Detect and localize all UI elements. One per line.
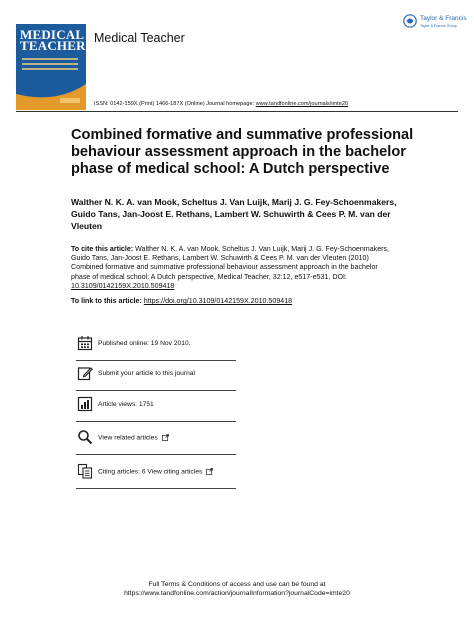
issn-line [94, 101, 348, 107]
row-divider [76, 488, 236, 489]
terms-text: Full Terms & Conditions of access and use can be found at [148, 581, 326, 588]
submit-article-link[interactable] [76, 363, 236, 391]
terms-link[interactable]: https://www.tandfonline.com/action/journalInformation?journalCode=imte20 [124, 590, 350, 597]
cover-decoration [22, 58, 78, 73]
edit-icon [77, 365, 93, 381]
submit-article-label[interactable]: Submit your article to this journal [98, 370, 196, 377]
citing-articles-icon [77, 463, 93, 479]
doi-link[interactable]: 10.3109/0142159X.2010.509418 [71, 281, 175, 290]
cover-title: MEDICAL TEACHER [20, 27, 86, 53]
related-articles-label[interactable]: View related articles [98, 434, 169, 441]
external-link-icon [162, 434, 169, 441]
citation-block [71, 245, 395, 291]
row-divider [76, 421, 236, 422]
search-icon [77, 429, 93, 445]
journal-cover-image [16, 24, 86, 110]
issn-text: ISSN: 0142-159X (Print) 1466-187X (Online) Journal homepage: [94, 101, 256, 107]
citing-articles-link[interactable] [76, 461, 236, 489]
cite-text: Walther N. K. A. van Mook, Scheltus J. Van Luijk, Marij J. G. Fey-Schoenmakers, Guido Tans, Jan-Joost E. Rethans, Lambert W. Schuwirth & Cees P. M. van der Vleuten (2010) Combined formative and summative professional behaviour assessment approach in the bachelor phase of medical school: A Dutch perspective, Medical Teacher, 32:12, e517-e531, DOI: [71, 245, 390, 281]
publisher-name: Taylor & Francis [420, 15, 467, 22]
publisher-logo [403, 12, 467, 34]
calendar-icon [77, 335, 93, 351]
published-online-text: Published online: 19 Nov 2010. [98, 340, 191, 347]
article-views-text: Article views: 1751 [98, 401, 154, 408]
row-divider [76, 454, 236, 455]
publisher-tagline: Taylor & Francis Group [420, 24, 457, 28]
article-title: Combined formative and summative professional behaviour assessment approach in the bachelor phase of medical school: A Dutch perspective [71, 127, 414, 177]
bar-chart-icon [77, 396, 93, 412]
published-online-row [76, 333, 236, 361]
article-views-row [76, 394, 236, 422]
cite-label: To cite this article: [71, 245, 134, 253]
article-authors: Walther N. K. A. van Mook, Scheltus J. Van Luijk, Marij J. G. Fey-Schoenmakers, Guido Tans, Jan-Joost E. Rethans, Lambert W. Schuwirth & Cees P. M. van der Vleuten [71, 197, 397, 231]
citing-articles-label[interactable]: Citing articles: 6 View citing articles [98, 468, 213, 475]
article-url-link[interactable]: https://doi.org/10.3109/0142159X.2010.509418 [143, 297, 293, 305]
row-divider [76, 360, 236, 361]
row-divider [76, 390, 236, 391]
publisher-logo-icon [403, 14, 417, 28]
link-to-article [71, 297, 292, 305]
header-divider [16, 111, 458, 112]
external-link-icon [206, 468, 213, 475]
link-label: To link to this article: [71, 297, 144, 305]
related-articles-link[interactable] [76, 427, 236, 455]
terms-footer [0, 580, 474, 598]
journal-name: Medical Teacher [94, 31, 185, 45]
journal-homepage-link[interactable]: www.tandfonline.com/journals/imte20 [255, 101, 349, 107]
